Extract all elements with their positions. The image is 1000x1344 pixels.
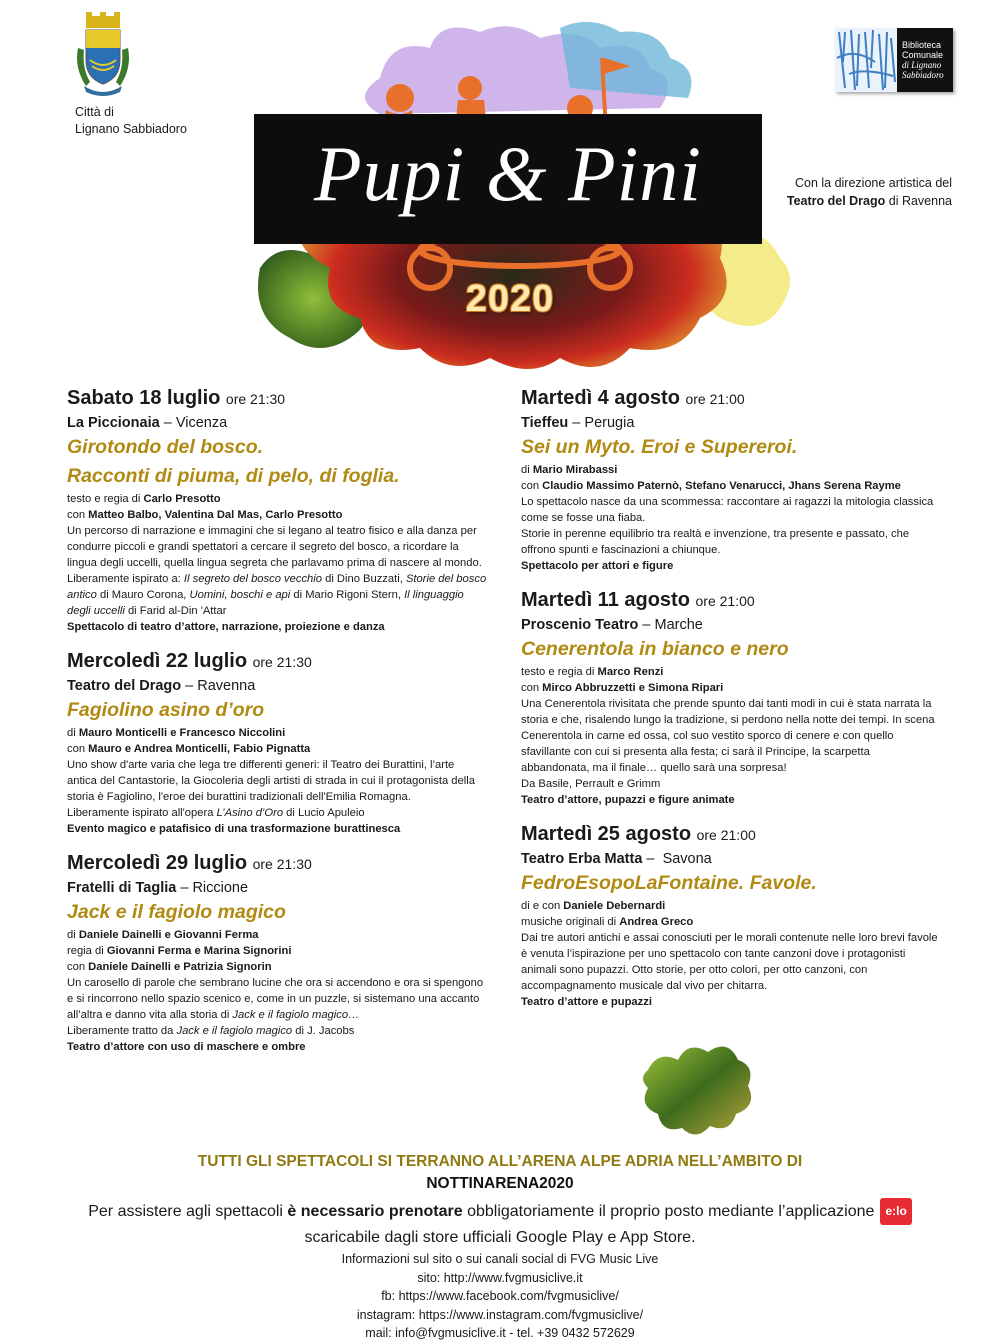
event-title: Cenerentola in bianco e nero <box>521 638 789 660</box>
inspiration-author: di Dino Buzzati, <box>321 573 406 585</box>
venue-separator: – <box>159 415 176 431</box>
event-date-line <box>67 384 487 413</box>
event-title: Jack e il fagiolo magico <box>67 901 286 923</box>
events-column-right <box>521 384 941 1022</box>
event-time: ore 21:00 <box>685 391 745 407</box>
info-contact[interactable]: mail: info@fvgmusiclive.it - tel. +39 0432 572629 <box>365 1326 635 1340</box>
credit-names: Mario Mirabassi <box>532 464 618 476</box>
event-cast <box>67 507 487 523</box>
inspiration-prefix: Liberamente ispirato a: <box>67 573 184 585</box>
info-intro: Informazioni sul sito o sui canali social di FVG Music Live <box>341 1252 659 1266</box>
city-line-1: Città di <box>75 105 114 119</box>
event-card <box>67 849 487 1055</box>
info-facebook[interactable]: fb: https://www.facebook.com/fvgmusiclive/ <box>381 1289 619 1303</box>
venue-separator: – <box>181 678 198 694</box>
event-genre: Teatro d’attore e pupazzi <box>521 996 652 1008</box>
event-description: Uno show d'arte varia che lega tre differenti generi: il Teatro dei Burattini, l’arte antica del Cantastorie, la Giocoleria degli artisti di strada in cui il protagonista della storia è Fagiolino, l'eroe dei burattini tradizionali dell'Emilia Romagna. <box>67 759 475 803</box>
event-date: Martedì 11 agosto <box>521 589 690 611</box>
event-title: Fagiolino asino d’oro <box>67 699 265 721</box>
credit-prefix: di <box>521 464 533 476</box>
event-date-line <box>521 586 941 615</box>
event-description: Un percorso di narrazione e immagini che si legano al teatro fisico e alla danza per condurre piccoli e grandi spettatori a cercare il segreto del bosco, a ricordare la lingua degli uccelli, quella lingua segreta che parlavamo prima di nascere al mondo. <box>67 525 482 569</box>
inspiration-author: di Lucio Apuleio <box>283 807 365 819</box>
library-name-line-1: Biblioteca <box>902 40 942 50</box>
cast-names: Mauro e Andrea Monticelli, Fabio Pignatta <box>88 743 311 755</box>
event-title: Sei un Myto. Eroi e Supereroi. <box>521 436 798 458</box>
event-date-line <box>521 384 941 413</box>
event-genre: Spettacolo di teatro d’attore, narrazione, proiezione e danza <box>67 621 385 633</box>
event-credit <box>521 462 941 478</box>
event-time: ore 21:00 <box>696 827 756 843</box>
credit-prefix: di <box>67 929 79 941</box>
event-city: Riccione <box>192 880 249 896</box>
inspiration-prefix: Liberamente tratto da <box>67 1025 177 1037</box>
inspiration-work: L’Asino d’Oro <box>216 807 284 819</box>
events-column-left <box>67 384 487 1067</box>
event-description-2: Storie in perenne equilibrio tra realtà e invenzione, tra presente e passato, che offrono spunti e fascinazioni a chiunque. <box>521 528 910 556</box>
event-date-line <box>67 849 487 878</box>
contact-info <box>0 1250 1000 1343</box>
inspiration-author: di Mario Rigoni Stern, <box>290 589 405 601</box>
library-name-line-4: Sabbiadoro <box>902 70 944 80</box>
info-website[interactable]: sito: http://www.fvgmusiclive.it <box>417 1270 583 1285</box>
event-date-line <box>67 647 487 676</box>
event-time: ore 21:30 <box>225 391 286 407</box>
event-city: Perugia <box>584 415 635 431</box>
booking-required: è necessario prenotare <box>287 1203 463 1220</box>
event-date: Martedì 25 agosto <box>521 823 692 845</box>
direction-line-2 <box>787 192 952 210</box>
event-date: Mercoledì 22 luglio <box>67 650 248 672</box>
booking-line-2: scaricabile dagli store ufficiali Google Play e App Store. <box>304 1229 696 1246</box>
inspiration-prefix: Liberamente ispirato all'opera <box>67 807 217 819</box>
cast-prefix: con <box>521 480 543 492</box>
booking-text-rest: obbligatoriamente il proprio posto mediante l’applicazione <box>462 1203 875 1220</box>
city-line-2: Lignano Sabbiadoro <box>75 122 187 136</box>
event-series-name: NOTTINARENA2020 <box>426 1175 574 1192</box>
credit-prefix: testo e regia di <box>521 666 598 678</box>
event-venue <box>521 413 941 433</box>
event-description: Lo spettacolo nasce da una scommessa: raccontare ai ragazzi la mitologia classica come se fosse una fiaba. <box>521 496 934 524</box>
event-cast <box>67 959 487 975</box>
cast-names: Matteo Balbo, Valentina Dal Mas, Carlo Presotto <box>88 509 343 521</box>
event-company: Fratelli di Taglia <box>67 880 177 896</box>
event-time: ore 21:00 <box>695 593 755 609</box>
library-logo-text <box>897 28 953 92</box>
festival-year: 2020 <box>465 278 555 320</box>
cast-names: Claudio Massimo Paternò, Stefano Venarucci, Jhans Serena Rayme <box>542 480 901 492</box>
cast-prefix: con <box>67 509 89 521</box>
cast-names: Daniele Dainelli e Patrizia Signorin <box>88 961 272 973</box>
eio-app-icon: e:lo <box>880 1198 911 1225</box>
city-name <box>75 104 187 138</box>
event-inspiration <box>67 805 487 821</box>
credit-names: Daniele Debernardi <box>563 900 666 912</box>
event-time: ore 21:30 <box>252 856 312 872</box>
event-cast <box>67 741 487 757</box>
event-card <box>521 384 941 574</box>
inspiration-author: di Farid al-Din 'Attar <box>124 605 227 617</box>
event-credit <box>521 664 941 680</box>
event-music <box>521 914 941 930</box>
credit-names: Daniele Dainelli e Giovanni Ferma <box>78 929 259 941</box>
event-city: Marche <box>654 617 703 633</box>
event-date: Mercoledì 29 luglio <box>67 852 248 874</box>
event-company: Proscenio Teatro <box>521 617 639 633</box>
credit-prefix: di <box>67 727 79 739</box>
inspiration-work: Uomini, boschi e api <box>189 589 291 601</box>
description-italic: Jack e il fagiolo magico… <box>232 1009 360 1021</box>
decorative-leaf <box>638 1030 758 1142</box>
event-venue <box>521 849 941 869</box>
inspiration-work: Storie del bosco antico <box>67 573 487 601</box>
event-inspiration <box>67 1023 487 1039</box>
venue-separator: – <box>642 851 663 867</box>
event-credit <box>67 725 487 741</box>
event-company: Teatro del Drago <box>67 678 182 694</box>
booking-text: Per assistere agli spettacoli <box>88 1203 288 1220</box>
music-names: Andrea Greco <box>619 916 694 928</box>
event-city: Vicenza <box>175 415 228 431</box>
credit-names: Marco Renzi <box>597 666 664 678</box>
event-venue <box>67 878 487 898</box>
event-venue <box>67 413 487 433</box>
event-venue <box>67 676 487 696</box>
event-description: Dai tre autori antichi e assai conosciuti per le morali contenute nelle loro brevi favole è venuta l’ispirazione per uno spettacolo con tante canzoni dove i protagonisti animali sono pupazzi. Otto storie, per otto colori, per otto canzoni, con accompagnamento musicale dal vivo per chitarra. <box>521 932 938 992</box>
inspiration-author: di Mauro Corona, <box>96 589 190 601</box>
credit-prefix: testo e regia di <box>67 493 144 505</box>
credit-prefix: di e con <box>521 900 564 912</box>
event-credit <box>67 491 487 507</box>
credit-names: Carlo Presotto <box>143 493 221 505</box>
direction-line-1: Con la direzione artistica del <box>794 176 952 190</box>
booking-notice <box>0 1198 1000 1250</box>
direction-theatre: Teatro del Drago <box>786 194 886 208</box>
library-name-line-3: di Lignano <box>902 60 942 70</box>
event-description-2: Da Basile, Perrault e Grimm <box>521 778 661 790</box>
direction-city: di Ravenna <box>885 194 952 208</box>
event-genre: Evento magico e patafisico di una trasformazione burattinesca <box>67 823 401 835</box>
music-prefix: musiche originali di <box>521 916 620 928</box>
event-card <box>521 820 941 1010</box>
inspiration-work: Il segreto del bosco vecchio <box>183 573 322 585</box>
event-genre: Teatro d’attore con uso di maschere e ombre <box>67 1041 306 1053</box>
event-direction <box>67 943 487 959</box>
event-company: Tieffeu <box>521 415 569 431</box>
event-card <box>67 647 487 837</box>
event-cast <box>521 680 941 696</box>
event-venue <box>521 615 941 635</box>
event-date: Martedì 4 agosto <box>521 387 680 409</box>
event-card <box>521 586 941 808</box>
venue-separator: – <box>638 617 655 633</box>
inspiration-work: Il linguaggio degli uccelli <box>67 589 464 617</box>
event-city: Ravenna <box>197 678 256 694</box>
event-cast <box>521 478 941 494</box>
event-description <box>67 975 487 1023</box>
event-credit <box>521 898 941 914</box>
info-instagram[interactable]: instagram: https://www.instagram.com/fvgmusiclive/ <box>356 1307 644 1322</box>
booking-line-1 <box>0 1198 1000 1225</box>
event-city: Savona <box>662 851 712 867</box>
cast-prefix: con <box>67 961 89 973</box>
description-text: Un carosello di parole che sembrano lucine che ora si accendono e ora si spengono e si rincorrono nello spazio scenico e, come in un puzzle, si sistemano una accanto all’altra e danno vita alla storia di <box>67 977 484 1021</box>
event-time: ore 21:30 <box>252 654 312 670</box>
event-genre: Spettacolo per attori e figure <box>521 560 674 572</box>
inspiration-author: di J. Jacobs <box>292 1025 355 1037</box>
inspiration-work: Jack e il fagiolo magico <box>176 1025 293 1037</box>
venue-separator: – <box>568 415 585 431</box>
direction-names: Giovanni Ferma e Marina Signorini <box>106 945 292 957</box>
cast-prefix: con <box>521 682 543 694</box>
city-crest-logo <box>72 8 134 100</box>
event-company: La Piccionaia <box>67 415 160 431</box>
library-logo <box>835 28 953 92</box>
event-company: Teatro Erba Matta <box>521 851 643 867</box>
event-description: Una Cenerentola rivisitata che prende spunto dai tanti modi in cui è stata narrata la storia e che, risalendo lungo la tradizione, si perdono nella notte dei tempi. In scena Cenerentola in carne ed ossa, col suo vestito sporco di cenere e con quello sfavillante con cui si presenta alla festa; ci sarà il Principe, la scarpetta abbandonata, ma il finale… quello sarà una sorpresa! <box>521 698 935 774</box>
festival-title: Pupi & Pini <box>314 130 702 217</box>
event-date: Sabato 18 luglio <box>67 387 221 409</box>
event-inspiration <box>67 571 487 619</box>
event-credit <box>67 927 487 943</box>
event-subtitle: Racconti di piuma, di pelo, di foglia. <box>67 465 400 487</box>
venue-separator: – <box>176 880 193 896</box>
event-title: Girotondo del bosco. <box>67 436 264 458</box>
library-name-line-2: Comunale <box>902 50 944 60</box>
cast-names: Mirco Abbruzzetti e Simona Ripari <box>542 682 724 694</box>
event-genre: Teatro d’attore, pupazzi e figure animate <box>521 794 735 806</box>
cast-prefix: con <box>67 743 89 755</box>
venue-notice: TUTTI GLI SPETTACOLI SI TERRANNO ALL’ARENA ALPE ADRIA NELL’AMBITO DI <box>197 1153 803 1170</box>
artistic-direction <box>787 174 952 210</box>
event-date-line <box>521 820 941 849</box>
event-card <box>67 384 487 635</box>
direction-prefix: regia di <box>67 945 107 957</box>
credit-names: Mauro Monticelli e Francesco Niccolini <box>78 727 286 739</box>
library-logo-pattern <box>835 28 897 92</box>
event-title: FedroEsopoLaFontaine. Favole. <box>521 872 817 894</box>
